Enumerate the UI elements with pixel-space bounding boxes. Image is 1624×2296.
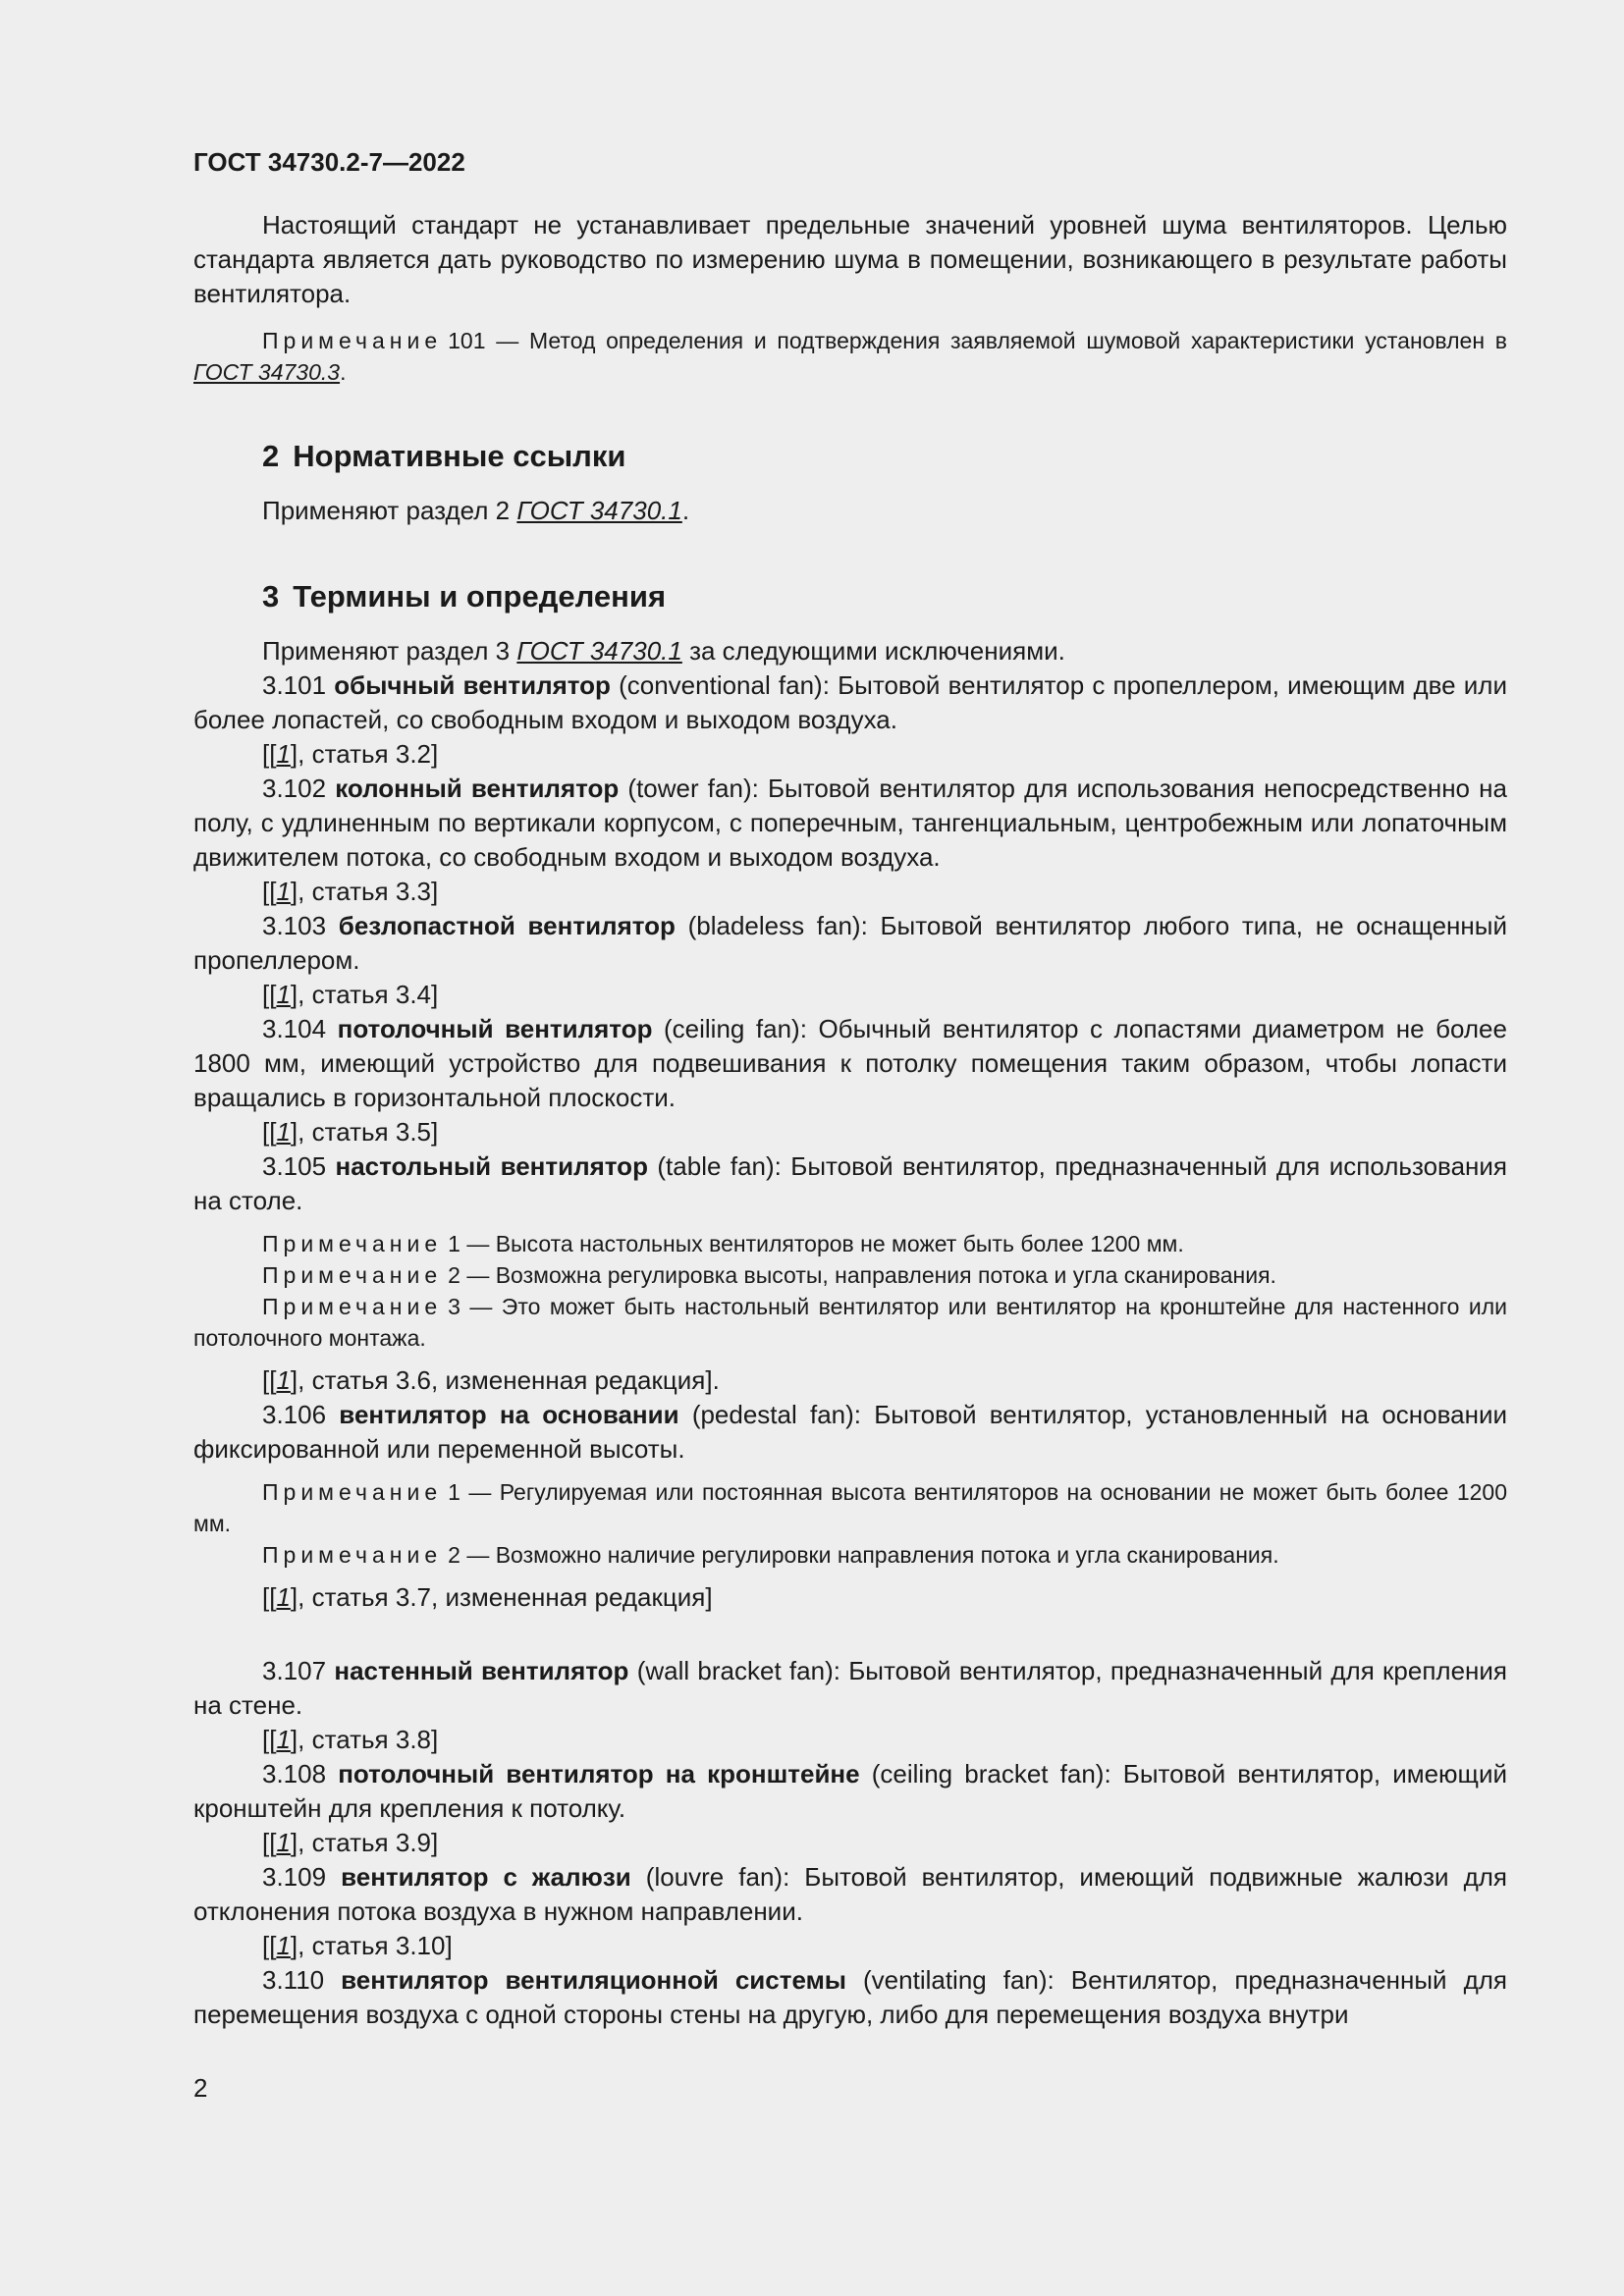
term-source: [[1], статья 3.3]	[262, 877, 439, 906]
term-source: [[1], статья 3.6, измененная редакция].	[262, 1365, 720, 1395]
note-label: Примечание	[262, 1294, 443, 1319]
term-source: [[1], статья 3.7, измененная редакция]	[262, 1582, 713, 1612]
reference-link[interactable]: 1	[276, 1365, 291, 1395]
reference-link[interactable]: 1	[276, 739, 291, 769]
term-name: колонный вентилятор	[335, 774, 620, 803]
term-entry	[193, 909, 1507, 978]
term-number: 3.108	[262, 1759, 327, 1789]
reference-link[interactable]: 1	[276, 1725, 291, 1754]
section-3-heading: 3 Термины и определения	[262, 579, 667, 614]
term-entry	[193, 1860, 1507, 1929]
term-name: потолочный вентилятор	[337, 1014, 653, 1043]
term-definition: (ventilating fan): Вентилятор, предназначенный для перемещения воздуха с одной стороны стены на другую, либо для перемещения воздуха внутри	[193, 1965, 1507, 2029]
term-name: вентилятор вентиляционной системы	[341, 1965, 847, 1995]
term-name: безлопастной вентилятор	[338, 911, 676, 940]
intro-paragraph: Настоящий стандарт не устанавливает предельные значений уровней шума вентиляторов. Целью стандарта является дать руководство по измерению шума в помещении, возникающего в результате работы вентилятора.	[193, 210, 1507, 308]
reference-link[interactable]: 1	[276, 1828, 291, 1857]
term-entry	[193, 1654, 1507, 1723]
term-definition: (ceiling fan): Обычный вентилятор с лопастями диаметром не более 1800 мм, имеющий устройство для подвешивания к потолку помещения таким образом, чтобы лопасти вращались в горизонтальной плоскости.	[193, 1014, 1507, 1112]
term-source: [[1], статья 3.2]	[262, 739, 439, 769]
term-note: Примечание 2 — Возможна регулировка высоты, направления потока и угла сканирования.	[262, 1262, 1276, 1288]
term-note: Примечание 2 — Возможно наличие регулировки направления потока и угла сканирования.	[262, 1542, 1279, 1568]
term-source: [[1], статья 3.10]	[262, 1931, 453, 1960]
term-note: Примечание 1 — Высота настольных вентиляторов не может быть более 1200 мм.	[262, 1231, 1184, 1256]
reference-link[interactable]: ГОСТ 34730.3	[193, 359, 341, 385]
reference-link[interactable]: ГОСТ 34730.1	[516, 496, 682, 525]
note-label: Примечание	[262, 1479, 443, 1505]
section-3-text: Применяют раздел 3 ГОСТ 34730.1 за следующими исключениями.	[262, 636, 1065, 666]
term-definition: (bladeless fan): Бытовой вентилятор любого типа, не оснащенный пропеллером.	[193, 911, 1507, 975]
term-number: 3.102	[262, 774, 327, 803]
term-entry	[193, 772, 1507, 875]
term-source: [[1], статья 3.9]	[262, 1828, 439, 1857]
term-number: 3.103	[262, 911, 327, 940]
term-definition: (pedestal fan): Бытовой вентилятор, установленный на основании фиксированной или переменной высоты.	[193, 1400, 1507, 1464]
term-number: 3.106	[262, 1400, 327, 1429]
term-name: потолочный вентилятор на кронштейне	[338, 1759, 860, 1789]
term-definition: (wall bracket fan): Бытовой вентилятор, предназначенный для крепления на стене.	[193, 1656, 1508, 1720]
term-entry	[193, 1398, 1507, 1467]
term-name: настольный вентилятор	[335, 1151, 648, 1181]
reference-link[interactable]: 1	[276, 1117, 291, 1147]
term-number: 3.101	[262, 670, 327, 700]
term-name: настенный вентилятор	[334, 1656, 629, 1685]
reference-link[interactable]: 1	[276, 980, 291, 1009]
term-name: обычный вентилятор	[334, 670, 611, 700]
term-entry	[193, 1757, 1507, 1826]
term-entry	[193, 1149, 1507, 1218]
section-2-text: Применяют раздел 2 ГОСТ 34730.1.	[262, 496, 690, 525]
document-header: ГОСТ 34730.2-7—2022	[193, 147, 465, 177]
section-2-heading: 2 Нормативные ссылки	[262, 439, 626, 473]
term-note: Примечание 3 — Это может быть настольный вентилятор или вентилятор на кронштейне для настенного или потолочного монтажа.	[193, 1294, 1507, 1351]
term-number: 3.105	[262, 1151, 327, 1181]
term-entry	[193, 668, 1507, 737]
term-entry	[193, 1963, 1507, 2032]
term-definition: (tower fan): Бытовой вентилятор для использования непосредственно на полу, с удлиненным по вертикали корпусом, с поперечным, тангенциальным, центробежным или лопаточным движителем потока, со свободным входом и выходом воздуха.	[193, 774, 1507, 872]
term-number: 3.104	[262, 1014, 327, 1043]
note-label: Примечание	[262, 1542, 443, 1568]
note-text: 101 — Метод определения и подтверждения заявляемой шумовой характеристики установлен в	[448, 328, 1507, 353]
term-definition: (louvre fan): Бытовой вентилятор, имеющий подвижные жалюзи для отклонения потока воздуха в нужном направлении.	[193, 1862, 1508, 1926]
page-number: 2	[193, 2073, 208, 2103]
term-definition: (table fan): Бытовой вентилятор, предназначенный для использования на столе.	[193, 1151, 1508, 1215]
term-definition: (conventional fan): Бытовой вентилятор с пропеллером, имеющим две или более лопастей, со свободным входом и выходом воздуха.	[193, 670, 1507, 734]
term-number: 3.107	[262, 1656, 327, 1685]
term-entry	[193, 1012, 1507, 1115]
term-note: Примечание 1 — Регулируемая или постоянная высота вентиляторов на основании не может быть более 1200 мм.	[193, 1479, 1507, 1536]
page-content	[193, 145, 1507, 2032]
term-source: [[1], статья 3.5]	[262, 1117, 439, 1147]
term-source: [[1], статья 3.8]	[262, 1725, 439, 1754]
note-label: Примечание	[262, 1231, 443, 1256]
reference-link[interactable]: 1	[276, 1582, 291, 1612]
term-name: вентилятор на основании	[339, 1400, 679, 1429]
intro-note: Примечание 101 — Метод определения и подтверждения заявляемой шумовой характеристики установлен в ГОСТ 34730.3.	[193, 328, 1507, 385]
note-label: Примечание	[262, 328, 443, 353]
term-name: вентилятор с жалюзи	[341, 1862, 631, 1892]
reference-link[interactable]: 1	[276, 1931, 291, 1960]
term-source: [[1], статья 3.4]	[262, 980, 439, 1009]
reference-link[interactable]: ГОСТ 34730.1	[516, 636, 682, 666]
reference-link[interactable]: 1	[276, 877, 291, 906]
term-number: 3.110	[262, 1965, 325, 1995]
term-number: 3.109	[262, 1862, 327, 1892]
term-definition: (ceiling bracket fan): Бытовой вентилятор, имеющий кронштейн для крепления к потолку.	[193, 1759, 1507, 1823]
note-label: Примечание	[262, 1262, 443, 1288]
